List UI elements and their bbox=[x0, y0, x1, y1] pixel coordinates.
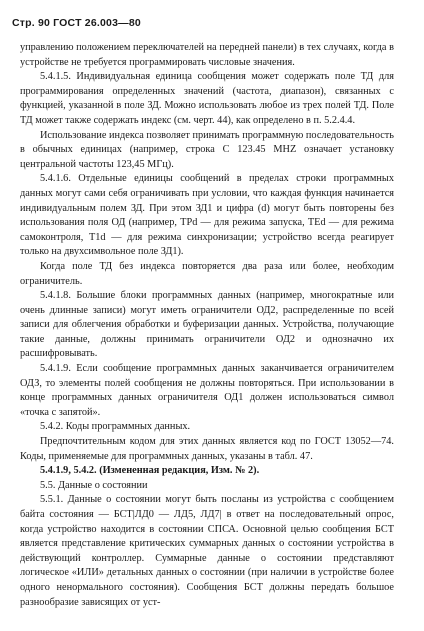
paragraph: Когда поле ТД без индекса повторяется два раза или более, необходим ограничитель. bbox=[20, 260, 394, 287]
paragraph: 5.4.1.9. Если сообщение программных данных заканчивается ограничителем ОДЗ, то элементы полей сообщения не должны повторяться. При использовании в конце программных данных ограничителя ОД1 должен использоваться символ «точка с запятой». bbox=[20, 363, 394, 418]
paragraph: 5.4.1.5. Индивидуальная единица сообщения может содержать поле ТД для программирования определенных значений (частота, диапазон), связанных с функцией, указанной в поле ЗД. Можно использовать любое из трех полей ТД. Поле ТД может также содержать индекс (см. черт. 44), как определено в п. 5.2.4.4. bbox=[20, 71, 394, 126]
amendment-note: 5.4.1.9, 5.4.2. (Измененная редакция, Изм. № 2). bbox=[40, 465, 260, 477]
paragraph: Предпочтительным кодом для этих данных является код по ГОСТ 13052—74. Коды, применяемые для программных данных, указаны в табл. 47. bbox=[20, 436, 394, 462]
paragraph: 5.4.1.6. Отдельные единицы сообщений в пределах строки программных данных могут сами себя ограничивать при условии, что каждая функция начинается индивидуальным полем ЗД. При этом ЗД1 и цифра (d) могут быть повторены без использования поля ОД (например, TPd — для режима запуска, TEd — для режима самоконтроля, T1d — для режима синхронизации; устройство всегда реагирует только на двухсимвольное поле ЗД1). bbox=[20, 173, 394, 258]
body-text bbox=[20, 41, 394, 610]
paragraph: 5.5.1. Данные о состоянии могут быть посланы из устройства с сообщением байта состояния — БСТ|ЛД0 — ЛД5, ЛД7| в ответ на последовательный опрос, когда устройство находится в состоянии СПСА. Основной целью сообщения БСТ является представление критических суммарных данных о состоянии устройства в действующий контроллер. Суммарные данные о состоянии представляют логическое «ИЛИ» детальных данных о состоянии (при наличии в устройстве более одного ненормального состояния). Сообщения БСТ должны передать большое разнообразие зависящих от уст- bbox=[20, 494, 394, 608]
paragraph: 5.4.1.8. Большие блоки программных данных (например, многократные или очень длинные записи) могут иметь ограничители ОД2, распределенные по всей записи для облегчения обработки и буферизации данных. Устройства, получающие такие данные, должны принимать ограничители ОД2 и однозначно их расшифровывать. bbox=[20, 290, 394, 360]
page-header: Стр. 90 ГОСТ 26.003—80 bbox=[12, 17, 141, 29]
paragraph: 5.4.2. Коды программных данных. bbox=[40, 421, 191, 433]
paragraph: Использование индекса позволяет принимать программную последовательность в обычных единицах (например, строка С 123.45 MHZ означает установку центральной частоты 123,45 МГц). bbox=[20, 129, 394, 170]
section-heading: 5.5. Данные о состоянии bbox=[40, 479, 148, 491]
paragraph: управлению положением переключателей на передней панели) в тех случаях, когда в устройстве не требуется программировать числовые значения. bbox=[20, 42, 394, 68]
